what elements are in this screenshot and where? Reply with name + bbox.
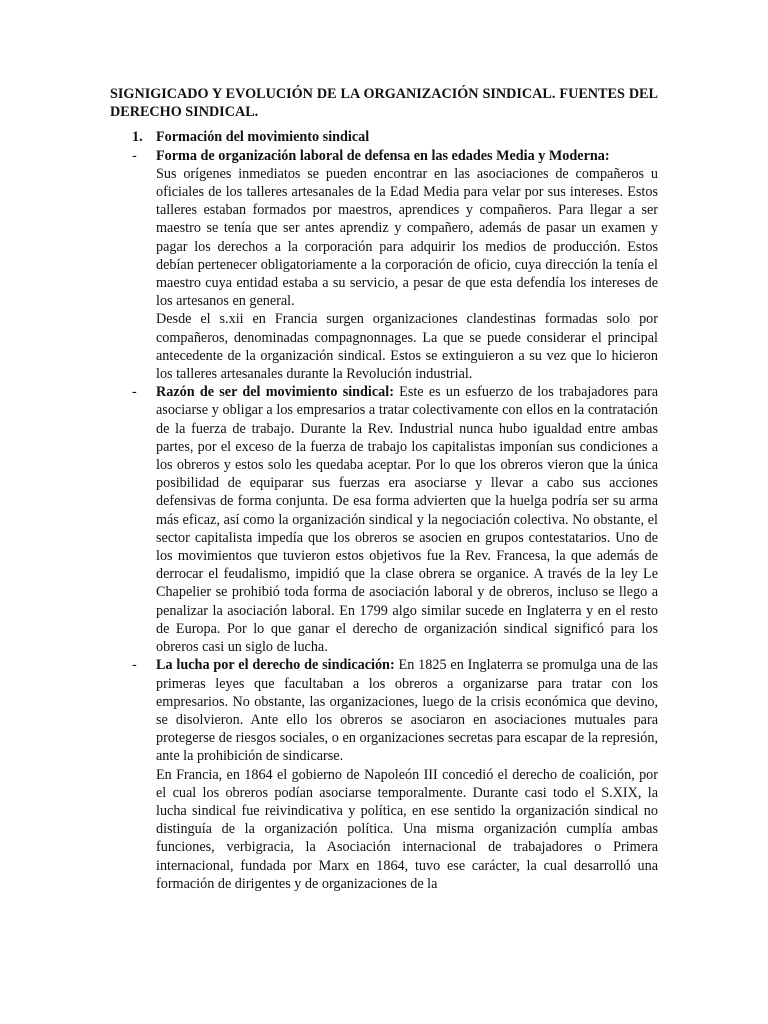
bullet-heading: Forma de organización laboral de defensa en las edades Media y Moderna: [156, 147, 610, 164]
bullet-paragraph: Desde el s.xii en Francia surgen organizaciones clandestinas formadas solo por compañeros, denominadas compagnonnages. La que se puede considerar el principal antecedente de la organización sindical. Estos se extinguieron a su vez que lo hicieron los talleres artesanales durante la Revolución industrial. [156, 311, 658, 383]
bullet-heading: La lucha por el derecho de sindicación: [156, 657, 395, 674]
document-title: SIGNIGICADO Y EVOLUCIÓN DE LA ORGANIZACIÓN SINDICAL. FUENTES DEL DERECHO SINDICAL. [110, 86, 658, 121]
bullet-body [156, 383, 658, 656]
section-heading: Formación del movimiento sindical [156, 129, 370, 146]
bullet-item-razon [110, 383, 658, 656]
bullet-paragraph-combined [156, 656, 658, 765]
bullet-marker: - [132, 384, 137, 401]
bullet-body [156, 147, 658, 384]
bullet-text: Este es un esfuerzo de los trabajadores para asociarse y obligar a los empresarios a tratar colectivamente con ellos en la contratación de la fuerza de trabajo. Durante la Rev. Industrial nunca hubo igualdad entre ambas partes, por el exceso de la fuerza de trabajo los capitalistas imponían sus condiciones a los obreros y estos solo les quedaba aceptar. Por lo que los obreros vieron que la única posibilidad de equiparar sus fuerzas era asociarse y llevar a cabo sus acciones defensivas de forma conjunta. De esa forma advierten que la huelga podría ser su arma más eficaz, así como la organización sindical y la negociación colectiva. No obstante, el sector capitalista impedía que los obreros se asocien en grupos contestatarios. Uno de los movimientos que tuvieron estos objetivos fue la Rev. Francesa, la que además de derrocar el feudalismo, impidió que la clase obrera se organice. A través de la ley Le Chapelier se prohibió toda forma de asociación laboral y de obreros, incluso se llego a penalizar la asociación laboral. En 1799 algo similar sucede en Inglaterra y en el resto de Europa. Por lo que ganar el derecho de organización sindical significó para los obreros casi un siglo de lucha. [156, 384, 658, 656]
bullet-body [156, 656, 658, 893]
bullet-marker: - [132, 657, 137, 674]
bullet-marker: - [132, 147, 137, 164]
bullet-item-edades [110, 147, 658, 384]
bullet-paragraph: En Francia, en 1864 el gobierno de Napoleón III concedió el derecho de coalición, por el cual los obreros podían asociarse temporalmente. Durante casi todo el S.XIX, la lucha sindical fue reivindicativa y política, en ese sentido la organización sindical no distinguía de la organización política. Una misma organización cumplía ambas funciones, verbigracia, la Asociación internacional de trabajadores o Primera internacional, fundada por Marx en 1864, tuvo ese carácter, la cual desarrolló una formación de dirigentes y de organizaciones de la [156, 766, 658, 892]
section-number: 1. [132, 129, 143, 146]
section-1-heading-row [110, 128, 658, 146]
bullet-item-lucha [110, 656, 658, 893]
bullet-text: En 1825 en Inglaterra se promulga una de las primeras leyes que facultaban a los obreros a organizarse para tratar con los empresarios. No obstante, las organizaciones, luego de la crisis económica que devino, se disolvieron. Ante ello los obreros se asociaron en asociaciones mutuales para protegerse de riesgos sociales, o en organizaciones secretas para escapar de la represión, ante la prohibición de sindicarse. [156, 657, 658, 765]
bullet-paragraph-combined [156, 383, 658, 656]
bullet-heading: Razón de ser del movimiento sindical: [156, 384, 394, 401]
bullet-paragraph: Sus orígenes inmediatos se pueden encontrar en las asociaciones de compañeros u oficiales de los talleres artesanales de la Edad Media para velar por sus intereses. Estos talleres estaban formados por maestros, aprendices y compañeros. Para llegar a ser maestro se tenía que ser antes aprendiz y compañero, además de pasar un examen y pagar los derechos a la corporación para adquirir los medios de producción. Estos debían pertenecer obligatoriamente a la corporación de oficio, cuya dirección la tenía el maestro cuya entidad estaba a su servicio, a pesar de que esta defendía los intereses de los artesanos en general. [156, 165, 658, 310]
document-page [110, 85, 658, 893]
